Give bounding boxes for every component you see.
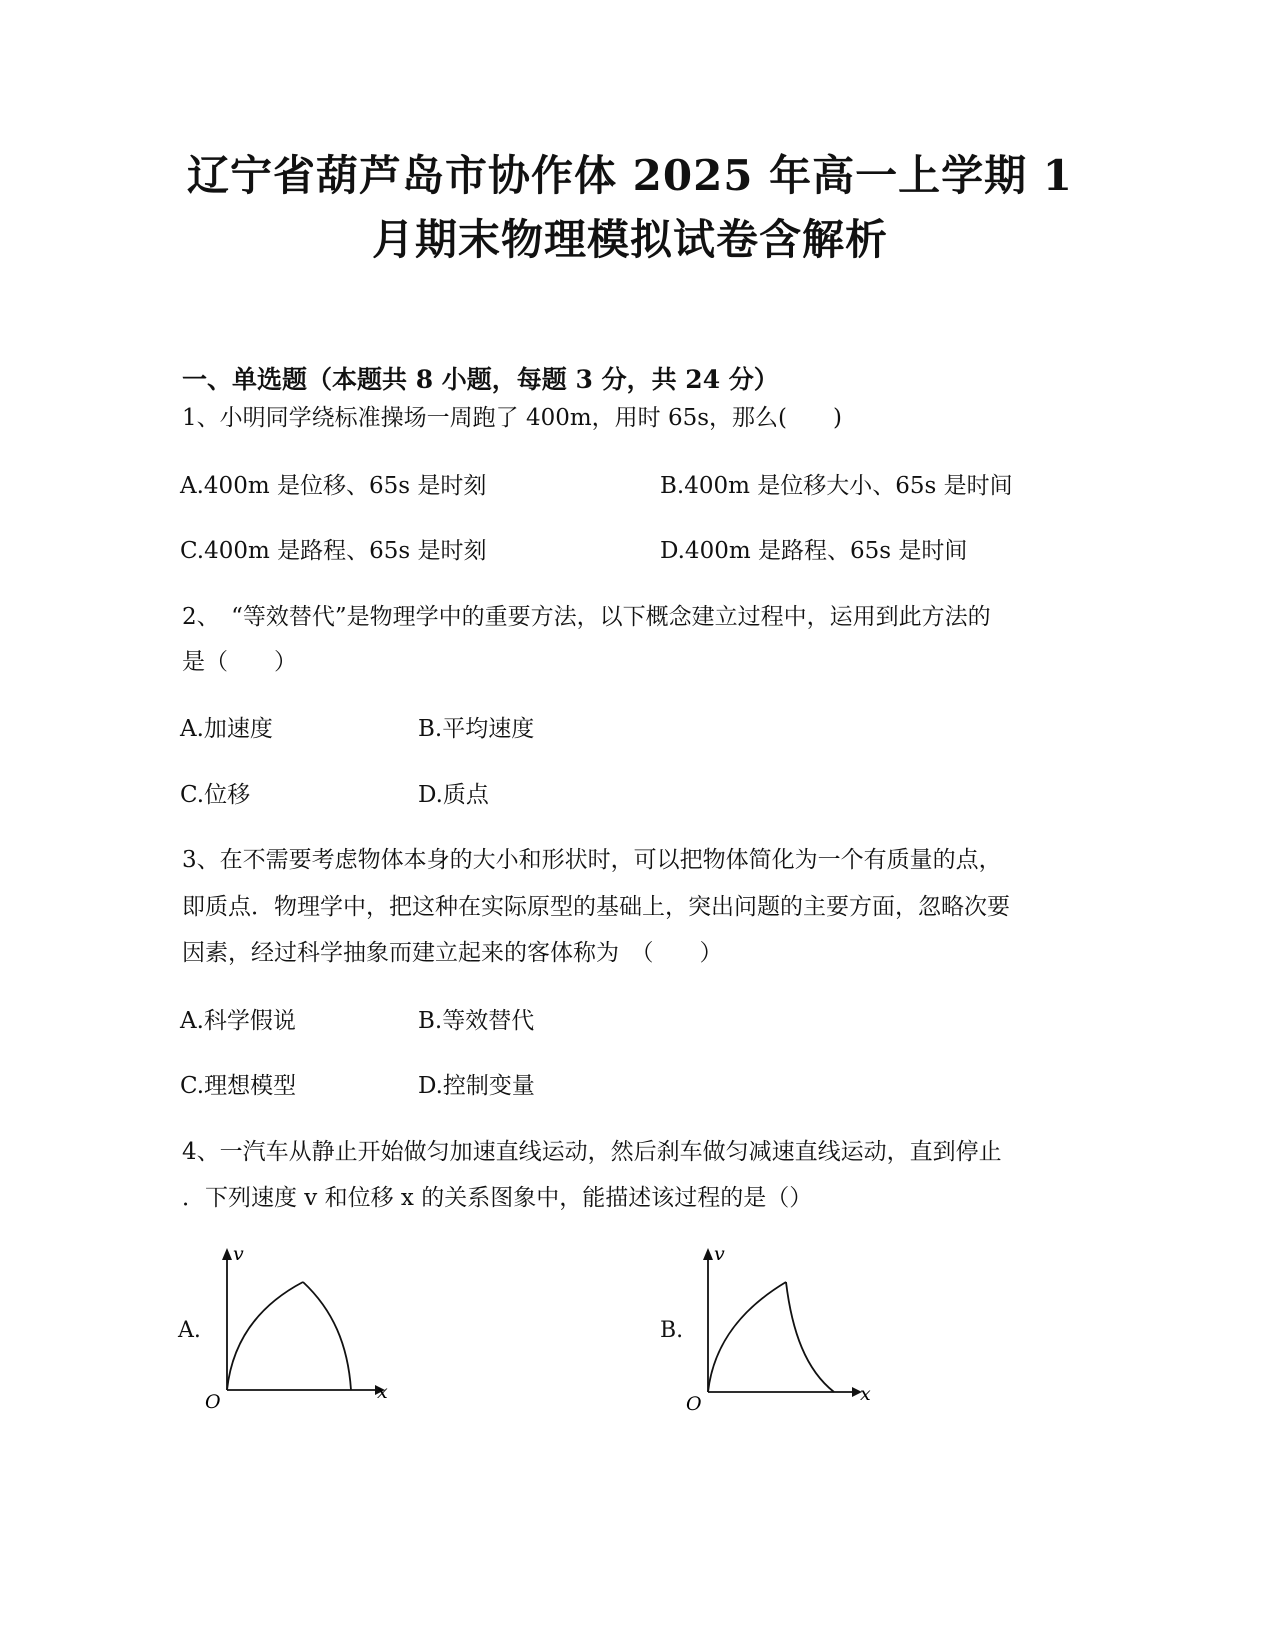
curve-accelerate [227,1282,303,1390]
question-4-graph-b [676,1240,886,1420]
title-line-1: 辽宁省葫芦岛市协作体 2025 年高一上学期 1 [187,151,1073,200]
question-3-option-a: A.科学假说 [180,1008,296,1034]
document-title [180,144,1080,272]
y-axis-label: v [714,1243,725,1265]
question-3-option-b: B.等效替代 [418,1008,535,1034]
question-4-option-a-label: A. [178,1318,201,1343]
curve-accelerate [708,1282,786,1392]
section-heading: 一、单选题（本题共 8 小题，每题 3 分，共 24 分） [182,365,779,394]
y-axis-label: v [233,1243,244,1265]
question-1-option-d: D.400m 是路程、65s 是时间 [660,538,968,564]
question-2-option-d: D.质点 [418,782,489,808]
title-line-2: 月期末物理模拟试卷含解析 [371,215,888,264]
curve-decelerate [303,1282,351,1390]
question-2-option-b: B.平均速度 [418,716,535,742]
curve-decelerate [786,1282,834,1392]
x-axis-label: x [377,1381,388,1403]
question-3-option-d: D.控制变量 [418,1073,535,1099]
question-3-stem-line-1: 3、在不需要考虑物体本身的大小和形状时，可以把物体简化为一个有质量的点， [182,847,1002,873]
question-2-stem-line-1: 2、 “等效替代”是物理学中的重要方法，以下概念建立过程中，运用到此方法的 [182,604,991,630]
question-2-stem-line-2: 是（ ） [182,649,297,675]
question-3-stem-line-3: 因素，经过科学抽象而建立起来的客体称为 （ ） [182,940,723,966]
question-4-stem-line-1: 4、一汽车从静止开始做匀加速直线运动，然后刹车做匀减速直线运动，直到停止 [182,1139,1002,1165]
question-1-stem: 1、小明同学绕标准操场一周跑了 400m，用时 65s，那么( ) [182,405,842,431]
origin-label: O [686,1393,702,1415]
question-3-option-c: C.理想模型 [180,1073,297,1099]
question-4-stem-line-2: ．下列速度 v 和位移 x 的关系图象中，能描述该过程的是（） [182,1185,813,1211]
question-3-stem-line-2: 即质点．物理学中，把这种在实际原型的基础上，突出问题的主要方面，忽略次要 [182,894,1010,920]
y-axis-arrow [703,1248,713,1260]
question-2-option-a: A.加速度 [180,716,273,742]
question-1-option-c: C.400m 是路程、65s 是时刻 [180,538,487,564]
question-4-graph-a [195,1240,405,1420]
question-1-option-a: A.400m 是位移、65s 是时刻 [180,473,487,499]
question-2-option-c: C.位移 [180,782,251,808]
question-1-option-b: B.400m 是位移大小、65s 是时间 [660,473,1013,499]
question-4-option-b-label: B. [660,1318,684,1343]
y-axis-arrow [222,1248,232,1260]
x-axis-label: x [860,1383,871,1405]
origin-label: O [205,1391,221,1413]
